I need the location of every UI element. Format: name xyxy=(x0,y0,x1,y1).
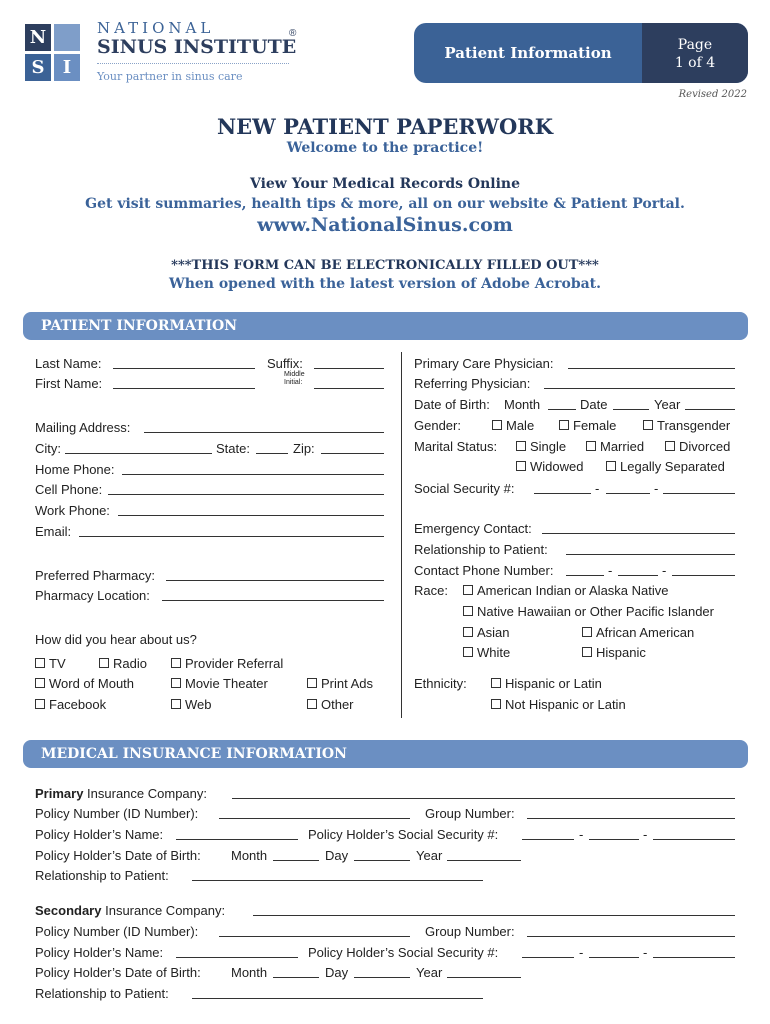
city-field[interactable] xyxy=(65,441,212,454)
cell-phone-field[interactable] xyxy=(108,482,384,495)
race-white[interactable] xyxy=(463,645,510,660)
secondary-relationship-label: Relationship to Patient: xyxy=(35,986,169,1001)
logo-registered: ® xyxy=(289,28,297,39)
checkbox[interactable] xyxy=(171,658,181,668)
ssn-field-2[interactable] xyxy=(606,481,650,494)
secondary-ssn-dash-2: - xyxy=(643,945,648,960)
secondary-ssn-field-1[interactable] xyxy=(522,945,574,958)
primary-group-field[interactable] xyxy=(527,806,735,819)
contact-dash-1: - xyxy=(608,563,613,578)
column-divider xyxy=(401,352,402,718)
middle-initial-label xyxy=(284,371,305,387)
marital-married[interactable] xyxy=(586,439,644,454)
records-heading: View Your Medical Records Online xyxy=(249,176,521,192)
home-phone-label: Home Phone: xyxy=(35,462,115,477)
secondary-holder-dob-label: Policy Holder’s Date of Birth: xyxy=(35,965,201,980)
checkbox[interactable] xyxy=(99,658,109,668)
logo-name-bottom: SINUS INSTITUTE xyxy=(97,36,297,58)
marital-widowed[interactable] xyxy=(516,459,583,474)
primary-holder-name-label: Policy Holder’s Name: xyxy=(35,827,164,842)
welcome-text: Welcome to the practice! xyxy=(286,140,484,156)
race-asian[interactable] xyxy=(463,625,510,640)
option-label: White xyxy=(477,645,511,660)
option-label: Asian xyxy=(477,625,510,640)
secondary-year-field[interactable] xyxy=(447,965,521,978)
zip-field[interactable] xyxy=(321,441,384,454)
contact-phone-field-3[interactable] xyxy=(672,563,735,576)
pharmacy-location-field[interactable] xyxy=(162,588,384,601)
home-phone-field[interactable] xyxy=(122,462,384,475)
option-label: Legally Separated xyxy=(620,459,725,474)
dob-year-label: Year xyxy=(654,397,681,412)
checkbox[interactable] xyxy=(516,441,526,451)
preferred-pharmacy-label: Preferred Pharmacy: xyxy=(35,568,155,583)
checkbox[interactable] xyxy=(35,699,45,709)
primary-ssn-dash-1: - xyxy=(579,827,584,842)
state-field[interactable] xyxy=(256,441,288,454)
contact-phone-label: Contact Phone Number: xyxy=(414,563,554,578)
marital-single[interactable] xyxy=(516,439,566,454)
dob-date-field[interactable] xyxy=(613,397,649,410)
secondary-policy-field[interactable] xyxy=(219,924,410,937)
option-label: American Indian or Alaska Native xyxy=(477,583,669,598)
state-label: State: xyxy=(216,441,250,456)
primary-care-label: Primary Care Physician: xyxy=(414,356,554,371)
gender-male[interactable] xyxy=(492,418,534,433)
option-label: Hispanic xyxy=(596,645,646,660)
primary-group-label: Group Number: xyxy=(425,806,515,821)
preferred-pharmacy-field[interactable] xyxy=(166,568,384,581)
checkbox[interactable] xyxy=(559,420,569,430)
cell-phone-label: Cell Phone: xyxy=(35,482,103,497)
contact-dash-2: - xyxy=(662,563,667,578)
logo-letter-i: I xyxy=(54,54,80,81)
revised-date: Revised 2022 xyxy=(678,89,747,100)
checkbox[interactable] xyxy=(582,627,592,637)
city-label: City: xyxy=(35,441,61,456)
first-name-field[interactable] xyxy=(113,376,255,389)
secondary-relationship-field[interactable] xyxy=(192,986,483,999)
page-title: NEW PATIENT PAPERWORK xyxy=(216,114,554,139)
primary-holder-name-field[interactable] xyxy=(176,827,298,840)
option-label: Transgender xyxy=(657,418,731,433)
ssn-field-1[interactable] xyxy=(534,481,591,494)
records-subheading: Get visit summaries, health tips & more, all on our website & Patient Portal. xyxy=(85,196,685,212)
ssn-label: Social Security #: xyxy=(414,481,515,496)
ethnicity-hispanic[interactable] xyxy=(491,676,602,691)
checkbox[interactable] xyxy=(35,658,45,668)
checkbox[interactable] xyxy=(665,441,675,451)
option-web[interactable] xyxy=(171,697,212,712)
middle-initial-field[interactable] xyxy=(314,376,384,389)
ethnicity-label: Ethnicity: xyxy=(414,676,467,691)
electronic-notice: ***THIS FORM CAN BE ELECTRONICALLY FILLED OUT*** xyxy=(171,258,599,273)
mailing-address-field[interactable] xyxy=(144,420,384,433)
page-label: Page xyxy=(677,37,713,53)
option-label: Single xyxy=(530,439,567,454)
primary-holder-dob-label: Policy Holder’s Date of Birth: xyxy=(35,848,201,863)
secondary-holder-name-label: Policy Holder’s Name: xyxy=(35,945,164,960)
primary-day-label: Day xyxy=(325,848,349,863)
checkbox[interactable] xyxy=(491,699,501,709)
ssn-dash-2: - xyxy=(654,481,659,496)
race-native-hawaiian[interactable] xyxy=(463,604,714,619)
option-radio[interactable] xyxy=(99,656,147,671)
work-phone-label: Work Phone: xyxy=(35,503,110,518)
logo-tagline: Your partner in sinus care xyxy=(97,70,243,83)
patient-info-bar: PATIENT INFORMATION xyxy=(23,312,748,340)
emergency-label: Emergency Contact: xyxy=(414,521,532,536)
checkbox[interactable] xyxy=(463,585,473,595)
secondary-month-field[interactable] xyxy=(273,965,319,978)
secondary-day-field[interactable] xyxy=(354,965,410,978)
company-label-text: Insurance Company: xyxy=(105,903,226,918)
primary-ssn-dash-2: - xyxy=(643,827,648,842)
primary-ssn-field-1[interactable] xyxy=(522,827,574,840)
primary-policy-field[interactable] xyxy=(219,806,410,819)
race-american-indian[interactable] xyxy=(463,583,668,598)
option-label: Widowed xyxy=(530,459,584,474)
option-label: Married xyxy=(600,439,645,454)
checkbox[interactable] xyxy=(643,420,653,430)
primary-month-field[interactable] xyxy=(273,848,319,861)
dob-year-field[interactable] xyxy=(685,397,735,410)
checkbox[interactable] xyxy=(171,699,181,709)
ssn-dash-1: - xyxy=(595,481,600,496)
gender-label: Gender: xyxy=(414,418,461,433)
primary-holder-ssn-label: Policy Holder’s Social Security #: xyxy=(308,827,499,842)
logo-mark xyxy=(25,24,81,82)
email-label: Email: xyxy=(35,524,72,539)
checkbox[interactable] xyxy=(171,678,181,688)
secondary-group-field[interactable] xyxy=(527,924,735,937)
acrobat-notice: When opened with the latest version of Adobe Acrobat. xyxy=(168,276,602,292)
checkbox[interactable] xyxy=(582,647,592,657)
secondary-ssn-field-3[interactable] xyxy=(653,945,735,958)
checkbox[interactable] xyxy=(307,699,317,709)
contact-phone-field-1[interactable] xyxy=(566,563,604,576)
insurance-info-bar: MEDICAL INSURANCE INFORMATION xyxy=(23,740,748,768)
zip-label: Zip: xyxy=(293,441,315,456)
marital-label: Marital Status: xyxy=(414,439,498,454)
secondary-month-label: Month xyxy=(231,965,268,980)
checkbox[interactable] xyxy=(606,461,616,471)
secondary-holder-name-field[interactable] xyxy=(176,945,298,958)
race-hispanic[interactable] xyxy=(582,645,646,660)
option-provider-referral[interactable] xyxy=(171,656,283,671)
referring-label: Referring Physician: xyxy=(414,376,531,391)
header-tab xyxy=(414,23,748,83)
primary-day-field[interactable] xyxy=(354,848,410,861)
option-label: Web xyxy=(185,697,212,712)
logo-name-top: NATIONAL xyxy=(97,19,215,37)
secondary-group-label: Group Number: xyxy=(425,924,515,939)
first-name-label: First Name: xyxy=(35,376,103,391)
secondary-ssn-dash-1: - xyxy=(579,945,584,960)
primary-care-field[interactable] xyxy=(568,356,735,369)
secondary-year-label: Year xyxy=(416,965,443,980)
work-phone-field[interactable] xyxy=(118,503,384,516)
last-name-field[interactable] xyxy=(113,356,255,369)
logo-letter-s: S xyxy=(25,54,51,81)
option-label: Radio xyxy=(113,656,147,671)
suffix-field[interactable] xyxy=(314,356,384,369)
option-label: Movie Theater xyxy=(185,676,268,691)
checkbox[interactable] xyxy=(463,647,473,657)
option-label: TV xyxy=(49,656,66,671)
checkbox[interactable] xyxy=(516,461,526,471)
logo-letter-n: N xyxy=(25,24,51,51)
primary-company-field[interactable] xyxy=(232,786,735,799)
option-label: Hispanic or Latin xyxy=(505,676,602,691)
logo-divider xyxy=(97,63,289,64)
suffix-label: Suffix: xyxy=(267,356,303,371)
relationship-label: Relationship to Patient: xyxy=(414,542,548,557)
company-label-text: Insurance Company: xyxy=(87,786,207,801)
mailing-address-label: Mailing Address: xyxy=(35,420,131,435)
hear-about-label: How did you hear about us? xyxy=(35,632,197,647)
relationship-field[interactable] xyxy=(566,542,735,555)
marital-legally-separated[interactable] xyxy=(606,459,725,474)
primary-policy-label: Policy Number (ID Number): xyxy=(35,806,199,821)
page-value: 1 of 4 xyxy=(674,55,716,71)
option-label: Not Hispanic or Latin xyxy=(505,697,626,712)
secondary-company-field[interactable] xyxy=(253,903,735,916)
primary-bold: Primary xyxy=(35,786,84,801)
option-other[interactable] xyxy=(307,697,354,712)
checkbox[interactable] xyxy=(492,420,502,430)
option-label: Female xyxy=(573,418,617,433)
option-label: Native Hawaiian or Other Pacific Islander xyxy=(477,604,714,619)
header-title: Patient Information xyxy=(444,44,612,62)
last-name-label: Last Name: xyxy=(35,356,102,371)
primary-year-field[interactable] xyxy=(447,848,521,861)
primary-ssn-field-3[interactable] xyxy=(653,827,735,840)
option-print-ads[interactable] xyxy=(307,676,373,691)
dob-label: Date of Birth: xyxy=(414,397,490,412)
option-label: Word of Mouth xyxy=(49,676,135,691)
option-label: Print Ads xyxy=(321,676,374,691)
ethnicity-not-hispanic[interactable] xyxy=(491,697,626,712)
pharmacy-location-label: Pharmacy Location: xyxy=(35,588,150,603)
checkbox[interactable] xyxy=(35,678,45,688)
dob-month-label: Month xyxy=(504,397,541,412)
option-word-of-mouth[interactable] xyxy=(35,676,134,691)
logo-letter-blank xyxy=(54,24,80,51)
option-movie-theater[interactable] xyxy=(171,676,268,691)
ssn-field-3[interactable] xyxy=(663,481,735,494)
checkbox[interactable] xyxy=(586,441,596,451)
option-label: Divorced xyxy=(679,439,731,454)
race-african-american[interactable] xyxy=(582,625,694,640)
dob-month-field[interactable] xyxy=(548,397,576,410)
option-label: Other xyxy=(321,697,354,712)
gender-female[interactable] xyxy=(559,418,616,433)
primary-relationship-label: Relationship to Patient: xyxy=(35,868,169,883)
secondary-bold: Secondary xyxy=(35,903,102,918)
referring-field[interactable] xyxy=(544,376,735,389)
gender-transgender[interactable] xyxy=(643,418,730,433)
primary-year-label: Year xyxy=(416,848,443,863)
checkbox[interactable] xyxy=(307,678,317,688)
checkbox[interactable] xyxy=(491,678,501,688)
checkbox[interactable] xyxy=(463,606,473,616)
primary-month-label: Month xyxy=(231,848,268,863)
option-label: African American xyxy=(596,625,695,640)
secondary-policy-label: Policy Number (ID Number): xyxy=(35,924,199,939)
emergency-field[interactable] xyxy=(542,521,735,534)
website-link[interactable]: www.NationalSinus.com xyxy=(257,214,513,236)
primary-ssn-field-2[interactable] xyxy=(589,827,639,840)
secondary-company-label xyxy=(35,903,225,918)
middle-label-line2: Initial: xyxy=(284,379,303,386)
page-indicator xyxy=(642,23,748,83)
option-tv[interactable] xyxy=(35,656,66,671)
middle-label-line1: Middle xyxy=(284,371,305,378)
option-label: Facebook xyxy=(49,697,107,712)
secondary-day-label: Day xyxy=(325,965,349,980)
contact-phone-field-2[interactable] xyxy=(618,563,658,576)
race-label: Race: xyxy=(414,583,448,598)
dob-date-label: Date xyxy=(580,397,608,412)
primary-relationship-field[interactable] xyxy=(192,868,483,881)
secondary-ssn-field-2[interactable] xyxy=(589,945,639,958)
option-label: Provider Referral xyxy=(185,656,284,671)
email-field[interactable] xyxy=(79,524,384,537)
marital-divorced[interactable] xyxy=(665,439,730,454)
option-facebook[interactable] xyxy=(35,697,106,712)
option-label: Male xyxy=(506,418,535,433)
checkbox[interactable] xyxy=(463,627,473,637)
primary-company-label xyxy=(35,786,207,801)
secondary-holder-ssn-label: Policy Holder’s Social Security #: xyxy=(308,945,499,960)
